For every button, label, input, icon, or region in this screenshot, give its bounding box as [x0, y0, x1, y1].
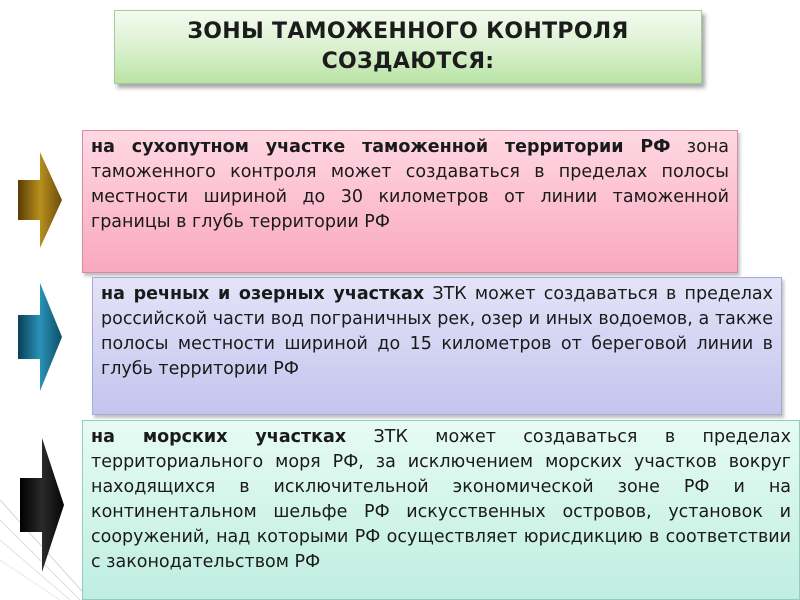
- arrow-right-icon: [18, 152, 62, 248]
- title-line-2: СОЗДАЮТСЯ:: [321, 49, 495, 74]
- arrow-right-icon: [20, 438, 64, 572]
- zone-river-lake-text: ЗТК может создаваться в пределах российской части вод пограничных рек, озер и иных водоемов, а также полосы местности шириной до 15 километров от береговой линии в глубь территории РФ: [101, 284, 773, 379]
- zone-land-text: зона таможенного контроля может создаваться в пределах полосы местности шириной до 30 километров от линии таможенной границы в глубь территории РФ: [91, 137, 729, 232]
- zone-land-box: [82, 130, 738, 273]
- zone-river-lake-heading: на речных и озерных участках: [101, 284, 425, 304]
- zone-sea-text: ЗТК может создаваться в пределах территориального моря РФ, за исключением морских участков вокруг находящихся в исключительной экономической зоне РФ и на континентальном шельфе РФ искусственных островов, установок и сооружений, над которыми РФ осуществляет юрисдикцию в соответствии с законодательством РФ: [91, 427, 791, 572]
- zone-land-heading: на сухопутном участке таможенной территории РФ: [91, 137, 671, 157]
- zone-river-lake-box: [92, 277, 782, 415]
- zone-sea-box: [82, 420, 800, 600]
- zone-sea-heading: на морских участках: [91, 427, 347, 447]
- title-line-1: ЗОНЫ ТАМОЖЕННОГО КОНТРОЛЯ: [187, 19, 629, 44]
- title-banner: [114, 10, 702, 84]
- arrow-right-icon: [18, 283, 62, 391]
